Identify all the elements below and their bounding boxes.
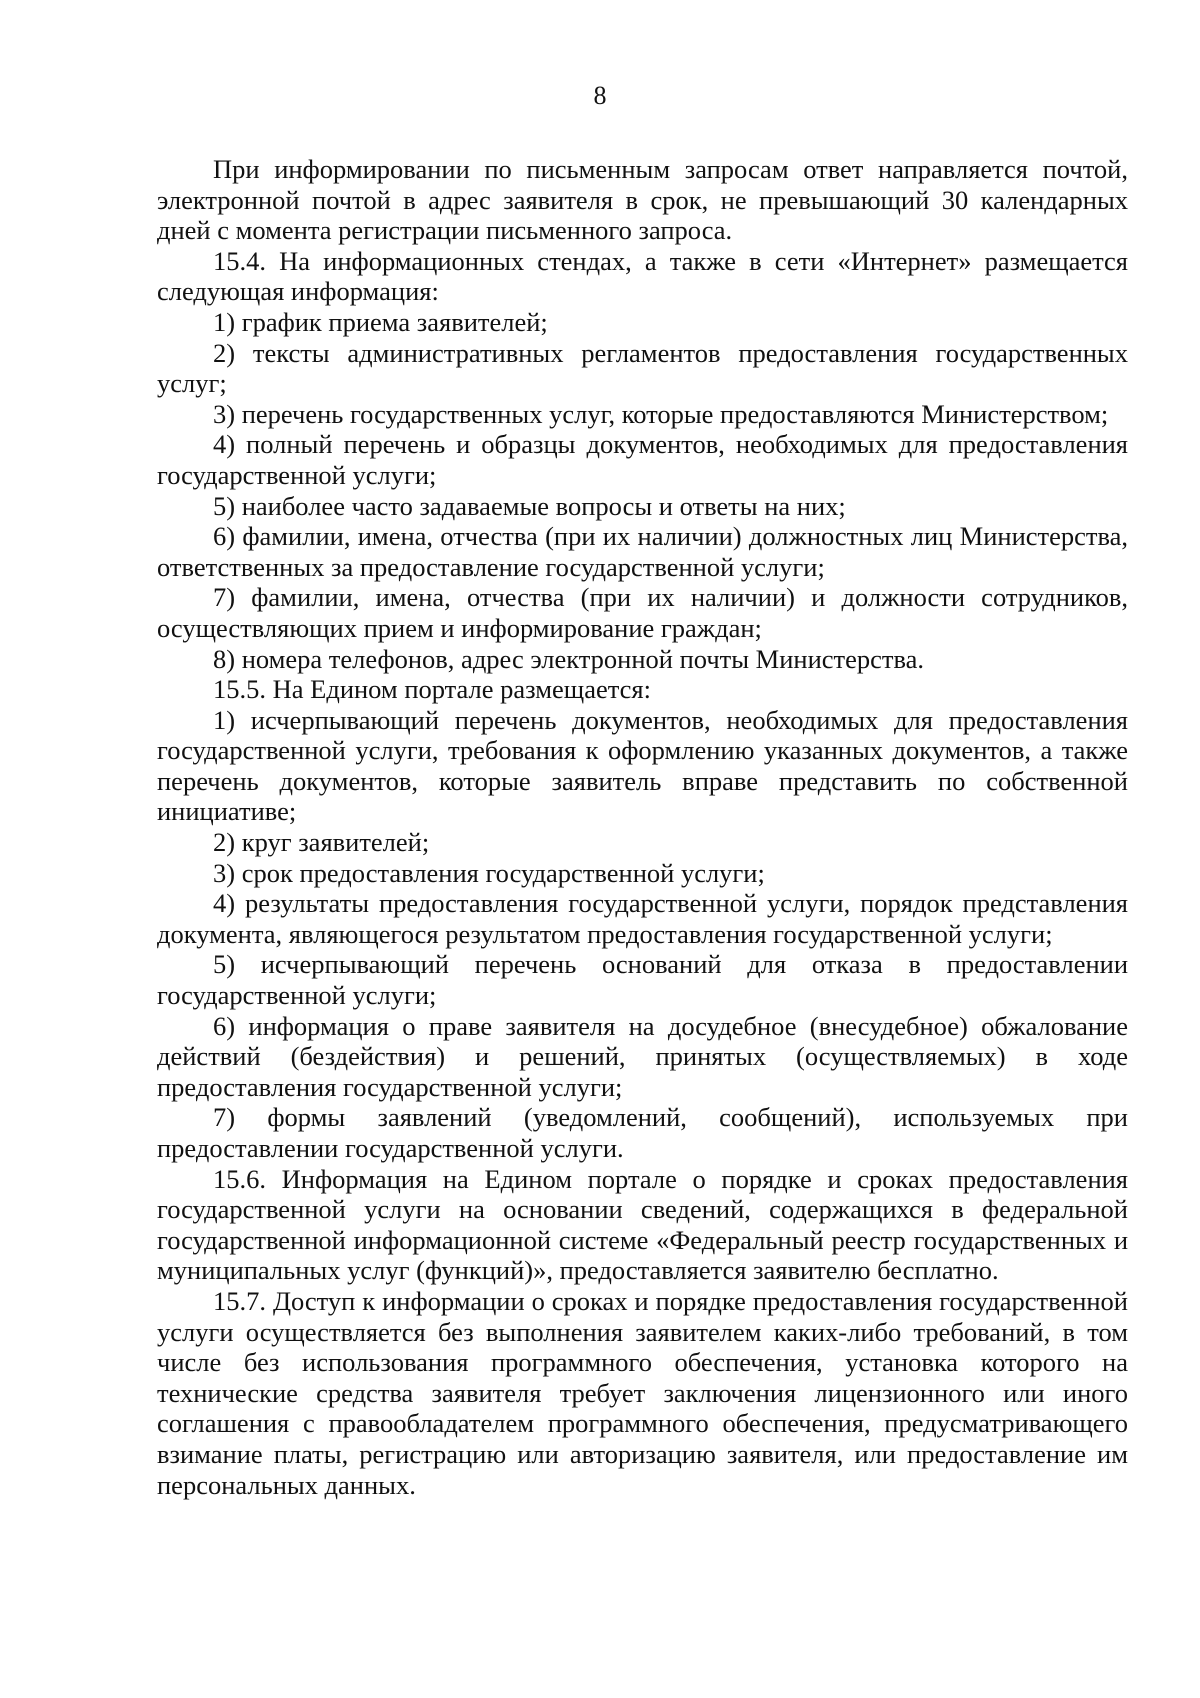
document-body xyxy=(157,154,1128,1500)
list-item: 8) номера телефонов, адрес электронной почты Министерства. xyxy=(213,643,925,674)
list-item: 5) исчерпывающий перечень оснований для отказа в предоставлении государственной услуги; xyxy=(157,949,1128,1011)
list-item: 4) результаты предоставления государственной услуги, порядок представления документа, являющегося результатом предоставления государственной услуги; xyxy=(157,888,1128,949)
list-item: 1) исчерпывающий перечень документов, необходимых для предоставления государственной услуги, требования к оформлению указанных документов, а также перечень документов, которые заявитель вправе представить по собственной инициативе; xyxy=(157,704,1128,827)
page-number: 8 xyxy=(593,81,607,110)
list-item: 6) информация о праве заявителя на досудебное (внесудебное) обжалование действий (бездействия) и решений, принятых (осуществляемых) в ходе предоставления государственной услуги; xyxy=(157,1010,1128,1102)
list-item: 3) срок предоставления государственной услуги; xyxy=(213,857,765,888)
list-item: 2) круг заявителей; xyxy=(213,827,430,858)
list-item: 1) график приема заявителей; xyxy=(213,306,548,337)
list-item: 7) формы заявлений (уведомлений, сообщений), используемых при предоставлении государственной услуги. xyxy=(157,1102,1128,1163)
paragraph-15-4-intro: 15.4. На информационных стендах, а также в сети «Интернет» размещается следующая информация: xyxy=(157,245,1128,307)
list-item: 7) фамилии, имена, отчества (при их наличии) и должности сотрудников, осуществляющих прием и информирование граждан; xyxy=(157,582,1128,643)
paragraph-written-requests: При информировании по письменным запросам ответ направляется почтой, электронной почтой в адрес заявителя в срок, не превышающий 30 календарных дней с момента регистрации письменного запроса. xyxy=(157,154,1128,246)
list-item: 3) перечень государственных услуг, которые предоставляются Министерством; xyxy=(213,398,1109,429)
list-item: 2) тексты административных регламентов предоставления государственных услуг; xyxy=(157,337,1128,399)
list-item: 6) фамилии, имена, отчества (при их наличии) должностных лиц Министерства, ответственных за предоставление государственной услуги; xyxy=(157,521,1128,582)
paragraph-15-6: 15.6. Информация на Едином портале о порядке и сроках предоставления государственной услуги на основании сведений, содержащихся в федеральной государственной информационной системе «Федеральный реестр государственных и муниципальных услуг (функций)», предоставляется заявителю бесплатно. xyxy=(157,1163,1128,1286)
list-item: 5) наиболее часто задаваемые вопросы и ответы на них; xyxy=(213,490,846,521)
paragraph-15-7: 15.7. Доступ к информации о сроках и порядке предоставления государственной услуги осуществляется без выполнения заявителем каких-либо требований, в том числе без использования программного обеспечения, установка которого на технические средства заявителя требует заключения лицензионного или иного соглашения с правообладателем программного обеспечения, предусматривающего взимание платы, регистрацию или авторизацию заявителя, или предоставление им персональных данных. xyxy=(157,1285,1128,1500)
paragraph-15-5-intro: 15.5. На Едином портале размещается: xyxy=(213,674,651,705)
list-item: 4) полный перечень и образцы документов, необходимых для предоставления государственной услуги; xyxy=(157,429,1128,490)
